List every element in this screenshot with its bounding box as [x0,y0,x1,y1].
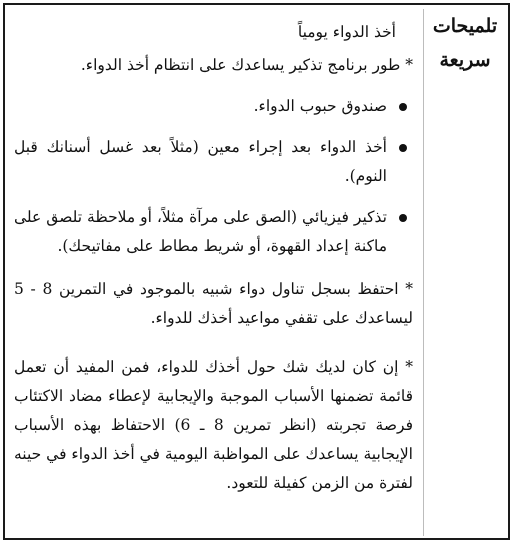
bullet-icon [399,214,407,222]
list-item-text: صندوق حبوب الدواء. [253,97,387,115]
list-item-text: تذكير فيزيائي (الصق على مرآة مثلاً، أو ملاحظة تلصق على ماكنة إعداد القهوة، أو شريط مطاط على مفاتيحك). [14,208,387,255]
tip-content [10,7,413,498]
bullet-icon [399,103,407,111]
bullet-icon [399,144,407,152]
list-item [14,92,413,121]
tip-paragraph: * إن كان لديك شك حول أخذك للدواء، فمن المفيد أن تعمل قائمة تضمنها الأسباب الموجبة والإيجابية لإعطاء مضاد الاكتئاب فرصة تجربته (انظر تمرين 8 ـ 6) الاحتفاظ بهذه الأسباب الإيجابية يساعدك على المواظبة اليومية في أخذ الدواء في حينه لفترة من الزمن كفيلة للتعود. [14,358,413,492]
tip-paragraph: * احتفظ بسجل تناول دواء شبيه بالموجود في التمرين 8 - 5 ليساعدك على تقفي مواعيد أخذك للدواء. [14,280,413,327]
reminder-list [14,92,413,261]
section-heading: أخذ الدواء يومياً [297,23,396,41]
list-item-text: أخذ الدواء بعد إجراء معين (مثلاً بعد غسل أسنانك قبل النوم). [14,138,387,185]
list-item [14,203,413,261]
side-label: تلميحات سريعة [423,9,506,536]
tip-paragraph: * طور برنامج تذكير يساعدك على انتظام أخذ الدواء. [80,56,413,74]
tip-box [3,3,510,540]
list-item [14,133,413,191]
